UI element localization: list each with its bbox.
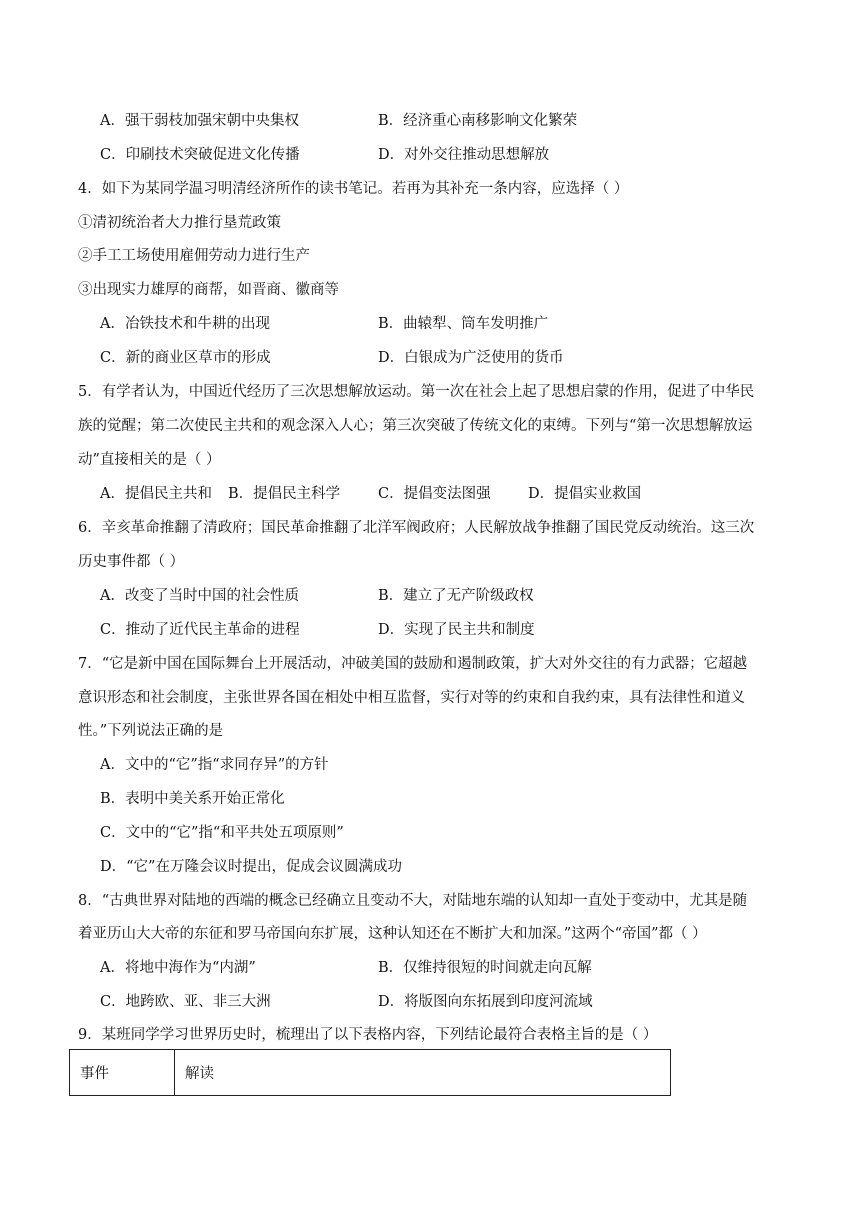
q5-option-b: B．提倡民主科学 xyxy=(228,486,341,502)
table-row xyxy=(70,1050,671,1096)
q5-stem-line-3: 动”直接相关的是（ ） xyxy=(78,452,221,468)
q5-stem-line-1: 5．有学者认为，中国近代经历了三次思想解放运动。第一次在社会上起了思想启蒙的作用，促进了中华民 xyxy=(78,384,755,400)
q5-option-a: A．提倡民主共和 xyxy=(100,486,212,502)
q7-stem-line-1: 7．“它是新中国在国际舞台上开展活动，冲破美国的鼓励和遏制政策，扩大对外交往的有力武器；它超越 xyxy=(78,656,748,672)
q6-option-d: D．实现了民主共和制度 xyxy=(378,622,535,638)
q7-stem-line-3: 性。”下列说法正确的是 xyxy=(78,723,224,739)
q9-table xyxy=(69,1049,671,1096)
q3-option-a: A．强干弱枝加强宋朝中央集权 xyxy=(100,113,299,129)
q7-option-a: A．文中的“它”指“求同存异”的方针 xyxy=(100,757,329,773)
q5-option-c: C．提倡变法图强 xyxy=(378,486,491,502)
q7-option-b: B．表明中美关系开始正常化 xyxy=(100,791,285,807)
q8-option-b: B．仅维持很短的时间就走向瓦解 xyxy=(378,960,592,976)
q7-option-d: D．“它”在万隆会议时提出，促成会议圆满成功 xyxy=(100,859,402,875)
q3-option-c: C．印刷技术突破促进文化传播 xyxy=(100,147,300,163)
q4-note-3: ③出现实力雄厚的商帮，如晋商、徽商等 xyxy=(78,282,339,298)
q4-note-1: ①清初统治者大力推行垦荒政策 xyxy=(78,215,281,231)
q6-option-a: A．改变了当时中国的社会性质 xyxy=(100,588,299,604)
q8-option-d: D．将版图向东拓展到印度河流域 xyxy=(378,994,593,1010)
q3-option-b: B．经济重心南移影响文化繁荣 xyxy=(378,113,578,129)
q5-option-d: D．提倡实业救国 xyxy=(528,486,642,502)
q7-option-c: C．文中的“它”指“和平共处五项原则” xyxy=(100,825,344,841)
q4-note-2: ②手工工场使用雇佣劳动力进行生产 xyxy=(78,248,310,264)
q6-option-c: C．推动了近代民主革命的进程 xyxy=(100,622,300,638)
q4-option-b: B．曲辕犁、筒车发明推广 xyxy=(378,316,549,332)
q8-option-c: C．地跨欧、亚、非三大洲 xyxy=(100,994,271,1010)
q9-stem: 9．某班同学学习世界历史时，梳理出了以下表格内容，下列结论最符合表格主旨的是（ ） xyxy=(78,1027,658,1043)
q3-option-d: D．对外交往推动思想解放 xyxy=(378,147,550,163)
q8-stem-line-2: 着亚历山大大帝的东征和罗马帝国向东扩展，这种认知还在不断扩大和加深。”这两个“帝国”都（ ） xyxy=(78,926,707,942)
table-header-interpretation: 解读 xyxy=(175,1050,671,1096)
q8-stem-line-1: 8．“古典世界对陆地的西端的概念已经确立且变动不大，对陆地东端的认知却一直处于变动中，尤其是随 xyxy=(78,893,748,909)
table-header-event: 事件 xyxy=(70,1050,175,1096)
q4-option-a: A．冶铁技术和牛耕的出现 xyxy=(100,316,270,332)
q8-option-a: A．将地中海作为“内湖” xyxy=(100,960,256,976)
q4-option-c: C．新的商业区草市的形成 xyxy=(100,350,271,366)
q6-stem-line-1: 6．辛亥革命推翻了清政府；国民革命推翻了北洋军阀政府；人民解放战争推翻了国民党反动统治。这三次 xyxy=(78,520,755,536)
q6-stem-line-2: 历史事件都（ ） xyxy=(78,554,185,570)
q4-option-d: D．白银成为广泛使用的货币 xyxy=(378,350,564,366)
q4-stem: 4．如下为某同学温习明清经济所作的读书笔记。若再为其补充一条内容，应选择（ ） xyxy=(78,181,629,197)
q7-stem-line-2: 意识形态和社会制度，主张世界各国在相处中相互监督，实行对等的约束和自我约束，具有法律性和道义 xyxy=(78,690,745,706)
q6-option-b: B．建立了无产阶级政权 xyxy=(378,588,534,604)
q5-stem-line-2: 族的觉醒；第二次使民主共和的观念深入人心；第三次突破了传统文化的束缚。下列与“第一次思想解放运 xyxy=(78,418,753,434)
